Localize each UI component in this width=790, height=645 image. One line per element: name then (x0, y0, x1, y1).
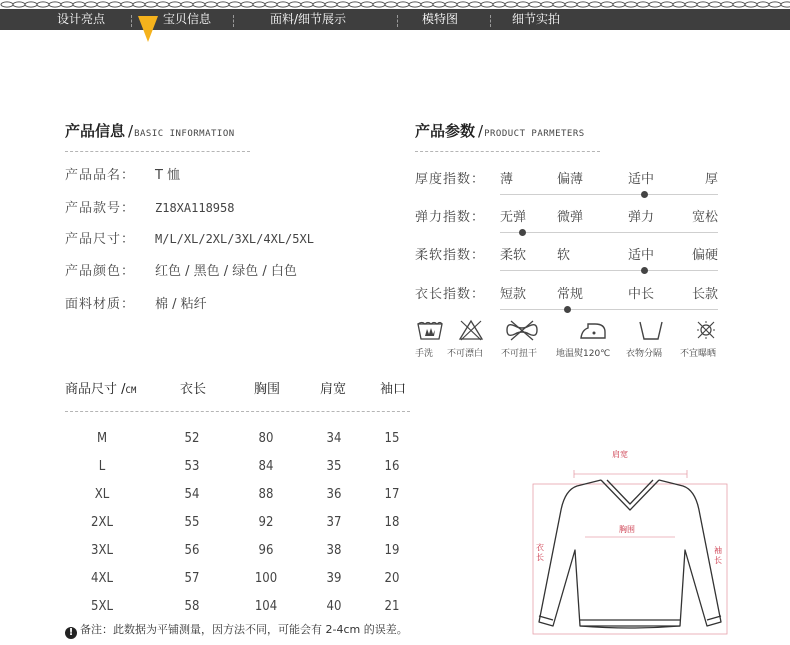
param-option: 长款 (692, 287, 719, 302)
size-cell: XL (94, 487, 110, 502)
warning-icon: ! (65, 627, 77, 639)
shoulder-width-label: 肩宽 (612, 450, 628, 459)
param-option: 偏薄 (557, 172, 584, 187)
size-cell: 3XL (91, 543, 113, 558)
no-sun-dry-icon (691, 318, 721, 342)
size-cell: 5XL (91, 599, 113, 614)
measurement-note: ! 备注：此数据为平铺测量，因方法不同，可能会有 2-4cm 的误差。 (65, 623, 408, 639)
shoulder-col-header: 肩宽 (320, 382, 347, 397)
param-option: 适中 (628, 172, 655, 187)
param-selected-dot (641, 267, 648, 274)
hand-wash-icon (415, 318, 445, 342)
param-scale-line (500, 270, 718, 271)
measure-cell: 57 (184, 571, 200, 586)
measure-cell: 40 (326, 599, 342, 614)
param-label: 柔软指数： (415, 248, 486, 263)
param-label: 衣长指数： (415, 287, 486, 302)
param-scale-line (500, 309, 718, 310)
measure-cell: 19 (384, 543, 400, 558)
nav-tab-design[interactable]: 设计亮点 (57, 12, 106, 26)
active-tab-marker (138, 16, 158, 42)
size-cell: 2XL (91, 515, 113, 530)
divider (65, 151, 250, 152)
measure-cell: 96 (258, 543, 274, 558)
info-row-name: 产品品名： T 恤 (65, 168, 181, 183)
nav-separator (131, 15, 132, 27)
divider (415, 151, 600, 152)
divider (65, 411, 410, 412)
low-iron-icon (578, 318, 608, 342)
info-row-style-no: 产品款号： Z18XA118958 (65, 201, 235, 216)
measure-cell: 92 (258, 515, 274, 530)
measure-cell: 18 (384, 515, 400, 530)
measure-cell: 88 (258, 487, 274, 502)
top-nav-bar (0, 0, 790, 30)
param-scale-line (500, 194, 718, 195)
size-cell: M (96, 431, 108, 446)
measure-cell: 56 (184, 543, 200, 558)
nav-separator (233, 15, 234, 27)
param-option: 短款 (500, 287, 527, 302)
measure-cell: 54 (184, 487, 200, 502)
param-selected-dot (564, 306, 571, 313)
param-option: 弹力 (628, 210, 655, 225)
measure-cell: 53 (184, 459, 200, 474)
nav-tab-fabric[interactable]: 面料/细节展示 (270, 12, 347, 26)
body-length-label: 衣长 (536, 543, 544, 562)
care-label: 不可漂白 (447, 349, 484, 359)
measure-cell: 52 (184, 431, 200, 446)
param-selected-dot (519, 229, 526, 236)
chest-col-header: 胸围 (254, 382, 281, 397)
param-option: 无弹 (500, 210, 527, 225)
no-bleach-icon (456, 318, 486, 342)
param-scale-line (500, 232, 718, 233)
param-option: 厚 (705, 172, 719, 187)
size-cell: 4XL (91, 571, 113, 586)
info-row-material: 面料材质： 棉 / 粘纤 (65, 297, 207, 312)
measure-cell: 58 (184, 599, 200, 614)
nav-tab-info[interactable]: 宝贝信息 (163, 12, 212, 26)
care-label: 不可扭干 (501, 349, 538, 359)
cuff-col-header: 袖口 (380, 382, 407, 397)
measure-cell: 17 (384, 487, 400, 502)
length-col-header: 衣长 (180, 382, 207, 397)
param-option: 中长 (628, 287, 655, 302)
param-option: 常规 (557, 287, 584, 302)
garment-measurement-diagram (525, 440, 735, 640)
info-row-colors: 产品颜色： 红色 / 黑色 / 绿色 / 白色 (65, 264, 297, 279)
measure-cell: 80 (258, 431, 274, 446)
wash-separately-icon (636, 318, 666, 342)
nav-separator (397, 15, 398, 27)
measure-cell: 39 (326, 571, 342, 586)
param-option: 偏硬 (692, 248, 719, 263)
param-selected-dot (641, 191, 648, 198)
nav-separator (490, 15, 491, 27)
care-label: 衣物分隔 (626, 349, 663, 359)
measure-cell: 15 (384, 431, 400, 446)
param-option: 适中 (628, 248, 655, 263)
param-option: 薄 (500, 172, 514, 187)
sleeve-length-label: 袖长 (714, 546, 722, 565)
care-label: 不宜曝晒 (680, 349, 717, 359)
measure-cell: 35 (326, 459, 342, 474)
nav-tab-detail[interactable]: 细节实拍 (512, 12, 561, 26)
measure-cell: 38 (326, 543, 342, 558)
measure-cell: 84 (258, 459, 274, 474)
param-option: 软 (557, 248, 571, 263)
measure-cell: 55 (184, 515, 200, 530)
measure-cell: 34 (326, 431, 342, 446)
info-row-sizes: 产品尺寸： M/L/XL/2XL/3XL/4XL/5XL (65, 232, 314, 247)
param-label: 厚度指数： (415, 172, 486, 187)
param-option: 宽松 (692, 210, 719, 225)
care-label: 手洗 (415, 349, 434, 359)
measure-cell: 16 (384, 459, 400, 474)
param-option: 柔软 (500, 248, 527, 263)
nav-tab-model[interactable]: 模特图 (422, 12, 459, 26)
measure-cell: 36 (326, 487, 342, 502)
product-params-title: 产品参数 /PRODUCT PARMETERS (415, 122, 585, 140)
size-cell: L (98, 459, 106, 474)
chest-label: 胸围 (619, 525, 635, 534)
no-wring-icon (503, 318, 541, 342)
measure-cell: 104 (254, 599, 278, 614)
care-label: 地温熨120℃ (556, 349, 611, 359)
chain-border-decoration (0, 0, 790, 9)
size-col-header: 商品尺寸 /CM (65, 382, 137, 397)
product-info-title: 产品信息 /BASIC INFORMATION (65, 122, 235, 140)
nav-tabs (0, 9, 790, 30)
sweater-outline (525, 440, 735, 640)
measure-cell: 37 (326, 515, 342, 530)
param-option: 微弹 (557, 210, 584, 225)
measure-cell: 100 (254, 571, 278, 586)
measure-cell: 20 (384, 571, 400, 586)
measure-cell: 21 (384, 599, 400, 614)
param-label: 弹力指数： (415, 210, 486, 225)
